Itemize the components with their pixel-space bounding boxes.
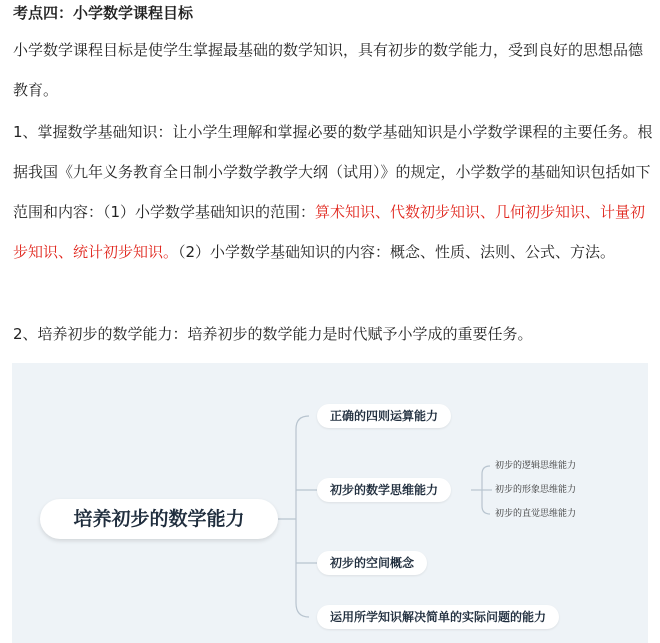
ability-paragraph: 2、培养初步的数学能力：培养初步的数学能力是时代赋予小学成的重要任务。	[13, 325, 533, 343]
branch-problem-solving: 运用所学知识解决简单的实际问题的能力	[317, 605, 559, 629]
branch-arithmetic-ability: 正确的四则运算能力	[317, 404, 451, 428]
basic-knowledge-text: 1、掌握数学基础知识：让小学生理解和掌握必要的数学基础知识是小学数学课程的主要任务。根据我国《九年义务教育全日制小学数学教学大纲（试用）》的规定，小学数学的基础知识包括如下范围和内容：（1）小学数学基础知识的范围：	[13, 123, 653, 221]
branch-thinking-ability: 初步的数学思维能力	[317, 478, 451, 502]
branch-spine-line	[296, 416, 309, 617]
sub-intuitive-thinking: 初步的直觉思维能力	[495, 509, 577, 519]
mindmap-root-node: 培养初步的数学能力	[40, 499, 278, 539]
mindmap-diagram	[12, 363, 648, 643]
knowledge-scope-highlight: 算术知识、代数初步知识、几何初步知识、计量初步知识、统计初步知识。	[13, 203, 646, 261]
section-title: 考点四：小学数学课程目标	[13, 4, 194, 22]
basic-knowledge-paragraph	[13, 112, 653, 272]
sub-logical-thinking: 初步的逻辑思维能力	[495, 461, 577, 471]
knowledge-content-text: （2）小学数学基础知识的内容：概念、性质、法则、公式、方法。	[178, 243, 616, 261]
sub-image-thinking: 初步的形象思维能力	[495, 485, 577, 495]
branch-spatial-concept: 初步的空间概念	[317, 551, 427, 575]
intro-paragraph: 小学数学课程目标是使学生掌握最基础的数学知识，具有初步的数学能力，受到良好的思想品德教育。	[13, 41, 644, 99]
